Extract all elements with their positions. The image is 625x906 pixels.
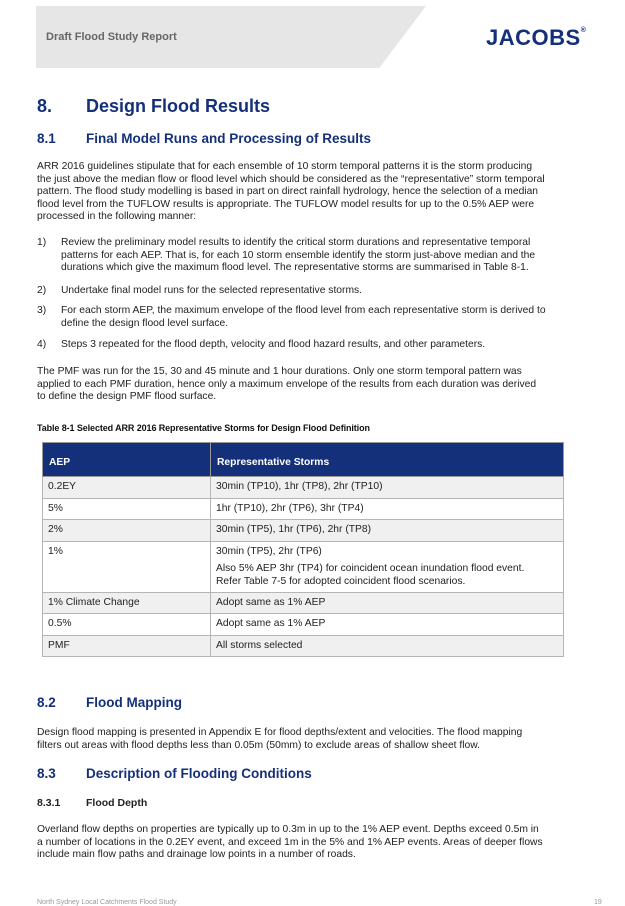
subsection-heading-8-1: 8.1 Final Model Runs and Processing of Results [37,131,372,146]
paragraph-flood-depth: Overland flow depths on properties are typically up to 0.3m in up to the 1% AEP event. Depths exceed 0.5m in a number of locations in the 0.2EY event, and exceed 1m in the 5% and 1% AEP events. Areas of deeper flows include main flow paths and drainage low points in a number of roads. [37,824,543,861]
footer-text: North Sydney Local Catchments Flood Study [37,899,177,906]
column-header-storms: Representative Storms [211,443,564,477]
table-header-row [43,443,564,477]
table-row: PMF All storms selected [43,635,564,657]
table-row: 1% 30min (TP5), 2hr (TP6) Also 5% AEP 3hr (TP4) for coincident ocean inundation flood event. Refer Table 7-5 for adopted coincident flood scenarios. [43,541,564,592]
column-header-aep: AEP [43,443,211,477]
subsection-heading-8-3: 8.3 Description of Flooding Conditions [37,766,312,781]
table-row: 5% 1hr (TP10), 2hr (TP6), 3hr (TP4) [43,498,564,520]
page-number: 19 [594,899,602,906]
subsubsection-heading-8-3-1: 8.3.1 Flood Depth [37,797,148,809]
subsection-heading-8-2: 8.2 Flood Mapping [37,695,182,710]
table-row: 1% Climate Change Adopt same as 1% AEP [43,592,564,614]
paragraph-intro: ARR 2016 guidelines stipulate that for each ensemble of 10 storm temporal patterns it is the storm producing the just above the median flow or flood level which should be considered as the “representative” storm temporal pattern. The flood study modelling is based in part on direct rainfall hydrology, hence the selection of a median flood level from the TUFLOW results is appropriate. The TUFLOW model results for up to the 0.5% AEP were processed in the following manner: [37,161,545,223]
table-row: 2% 30min (TP5), 1hr (TP6), 2hr (TP8) [43,520,564,542]
section-number: 8. [37,96,53,116]
representative-storms-table [42,442,564,657]
paragraph-flood-mapping: Design flood mapping is presented in Appendix E for flood depths/extent and velocities. The flood mapping filters out areas with flood depths less than 0.05m (50mm) to exclude areas of shallow sheet flow. [37,727,523,751]
table-row: 0.2EY 30min (TP10), 1hr (TP8), 2hr (TP10) [43,477,564,499]
jacobs-logo: JACOBS® [486,25,587,50]
table-caption: Table 8-1 Selected ARR 2016 Representative Storms for Design Flood Definition [37,423,370,433]
paragraph-pmf: The PMF was run for the 15, 30 and 45 minute and 1 hour durations. Only one storm temporal pattern was applied to each PMF duration, hence only a maximum envelope of the results from each duration was derived to define the design PMF flood surface. [37,366,537,403]
report-title: Draft Flood Study Report [46,31,177,43]
section-heading [37,96,270,117]
section-title: Design Flood Results [86,96,271,116]
table-row: 0.5% Adopt same as 1% AEP [43,614,564,636]
